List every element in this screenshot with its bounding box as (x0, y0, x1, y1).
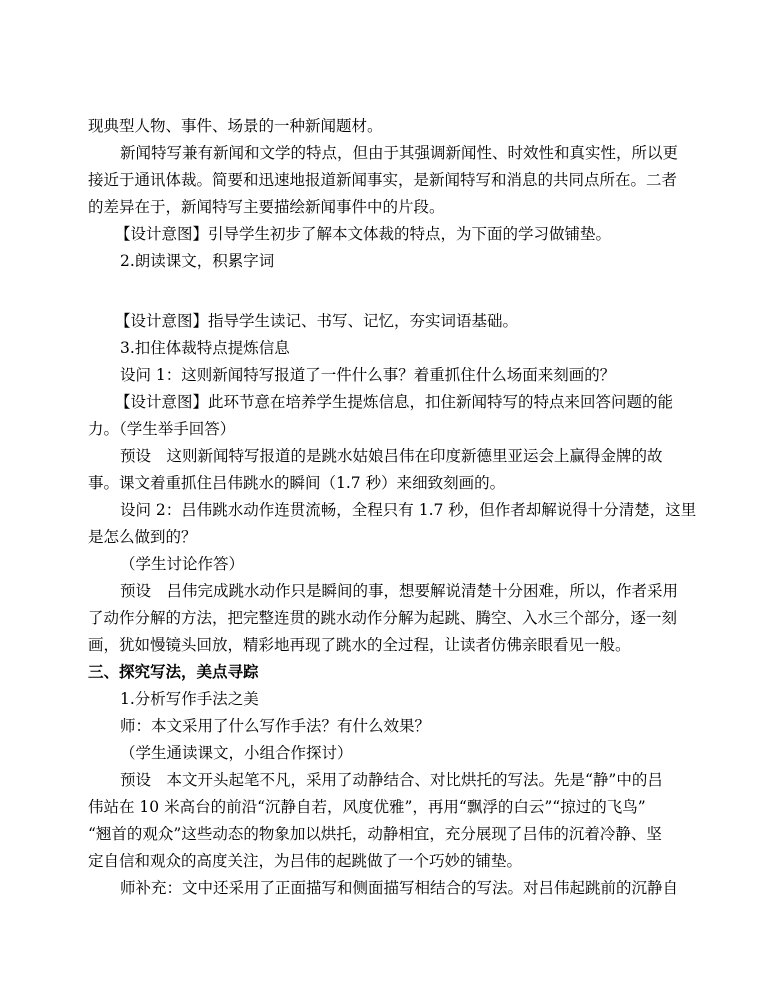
paragraph-line: 的差异在于，新闻特写主要描绘新闻事件中的片段。 (88, 198, 445, 216)
paragraph-line: 新闻特写兼有新闻和文学的特点，但由于其强调新闻性、时效性和真实性，所以更 (120, 144, 679, 162)
design-intent-line: 【设计意图】引导学生初步了解本文体裁的特点，为下面的学习做铺垫。 (115, 225, 612, 243)
question-line: 设问 1：这则新闻特写报道了一件什么事？着重抓住什么场面来刻画的？ (120, 366, 616, 384)
paragraph-line: 画，犹如慢镜头回放，精彩地再现了跳水的全过程，让读者仿佛亲眼看见一般。 (88, 636, 631, 654)
step-heading: 1.分析写作手法之美 (120, 690, 259, 708)
activity-note: （学生讨论作答） (120, 555, 245, 573)
paragraph-line: “翘首的观众”这些动态的物象加以烘托，动静相宜，充分展现了吕伟的沉着冷静、坚 (88, 825, 662, 843)
activity-note: （学生通读课文，小组合作探讨） (120, 744, 353, 762)
question-line: 设问 2：吕伟跳水动作连贯流畅，全程只有 1.7 秒，但作者却解说得十分清楚，这里 (120, 501, 697, 519)
teacher-supplement: 师补充：文中还采用了正面描写和侧面描写相结合的写法。对吕伟起跳前的沉静自 (120, 879, 679, 897)
paragraph-line: 伟站在 10 米高台的前沿“沉静自若，风度优雅”，再用“飘浮的白云”“掠过的飞鸟” (88, 798, 646, 816)
paragraph-line: 力。（学生举手回答） (88, 420, 236, 438)
paragraph-line: 现典型人物、事件、场景的一种新闻题材。 (88, 117, 383, 135)
step-heading: 2.朗读课文，积累字词 (120, 252, 275, 270)
section-heading: 三、探究写法，美点寻踪 (88, 662, 259, 681)
design-intent-line: 【设计意图】此环节意在培养学生提炼信息，扣住新闻特写的特点来回答问题的能 (115, 393, 674, 411)
answer-line: 预设 这则新闻特写报道的是跳水姑娘吕伟在印度新德里亚运会上赢得金牌的故 (120, 447, 663, 465)
step-heading: 3.扣住体裁特点提炼信息 (120, 339, 290, 357)
paragraph-line: 定自信和观众的高度关注，为吕伟的起跳做了一个巧妙的铺垫。 (88, 852, 523, 870)
teacher-question: 师：本文采用了什么写作手法？有什么效果？ (120, 717, 431, 735)
answer-line: 预设 吕伟完成跳水动作只是瞬间的事，想要解说清楚十分困难，所以，作者采用 (120, 582, 679, 600)
paragraph-line: 接近于通讯体裁。简要和迅速地报道新闻事实，是新闻特写和消息的共同点所在。二者 (88, 171, 678, 189)
paragraph-line: 了动作分解的方法，把完整连贯的跳水动作分解为起跳、腾空、入水三个部分，逐一刻 (88, 609, 678, 627)
paragraph-line: 是怎么做到的？ (88, 528, 197, 546)
paragraph-line: 事。课文着重抓住吕伟跳水的瞬间（1.7 秒）来细致刻画的。 (88, 474, 506, 492)
answer-line: 预设 本文开头起笔不凡，采用了动静结合、对比烘托的写法。先是“静”中的吕 (120, 771, 663, 789)
design-intent-line: 【设计意图】指导学生读记、书写、记忆，夯实词语基础。 (115, 312, 519, 330)
